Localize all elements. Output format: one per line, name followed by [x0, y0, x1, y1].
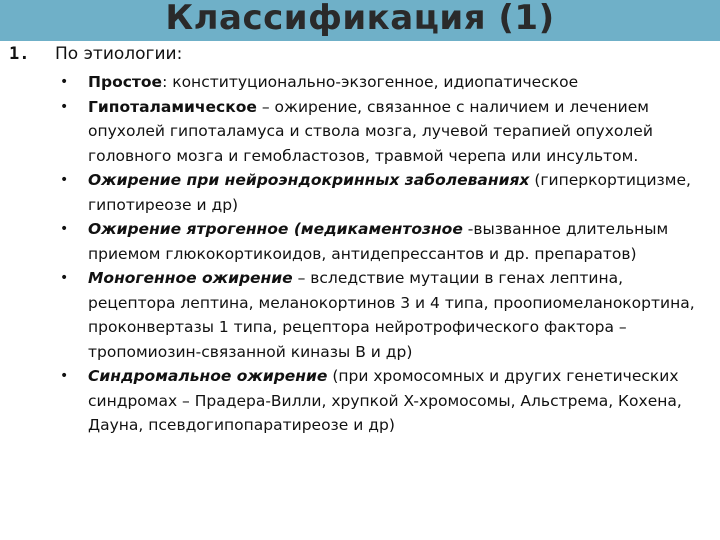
item-text: (гиперкортицизме, гипотиреозе и др): [88, 171, 691, 214]
item-text: (при хромосомных и других генетических синдромах – Прадера-Вилли, хрупкой X-хромосомы, Альстрема, Кохена, Дауна, псевдогипопаратиреозе и др): [88, 367, 682, 434]
heading-number: 1.: [9, 44, 30, 64]
list-item: [0, 364, 720, 438]
item-text: – вследствие мутации в генах лептина, рецептора лептина, меланокортинов 3 и 4 типа, проопиомеланокортина, проконвертазы 1 типа, рецептора нейротрофического фактора – тропомиозин-связанной киназы B и др): [88, 269, 695, 361]
item-text: – ожирение, связанное с наличием и лечением опухолей гипоталамуса и ствола мозга, лучевой терапией опухолей головного мозга и гемобластозов, травмой черепа или инсультом.: [88, 97, 653, 165]
bullet-icon: •: [60, 98, 69, 115]
slide-title: Классификация (1): [165, 0, 555, 38]
list-item: [0, 95, 720, 169]
item-term: Ожирение ятрогенное (медикаментозное: [88, 220, 463, 238]
bullet-icon: •: [60, 74, 69, 90]
etiology-list: [0, 70, 720, 438]
item-term: Гипоталамическое: [88, 97, 257, 116]
item-term: Моногенное ожирение: [88, 269, 293, 287]
item-term: Синдромальное ожирение: [88, 367, 328, 385]
item-term: Простое: [88, 73, 163, 91]
section-heading: [9, 42, 182, 66]
list-item: [0, 217, 720, 266]
bullet-icon: •: [60, 270, 69, 286]
item-text: -вызванное длительным приемом глюкокортикоидов, антидепрессантов и др. препаратов): [88, 220, 669, 263]
bullet-icon: •: [60, 172, 69, 188]
list-item: [0, 70, 720, 95]
list-item: [0, 168, 720, 217]
item-text: : конституционально-экзогенное, идиопатическое: [162, 73, 579, 91]
bullet-icon: •: [60, 221, 69, 237]
heading-text: По этиологии:: [55, 44, 183, 64]
bullet-icon: •: [60, 368, 69, 384]
list-item: [0, 266, 720, 364]
item-term: Ожирение при нейроэндокринных заболеваниях: [88, 171, 530, 189]
